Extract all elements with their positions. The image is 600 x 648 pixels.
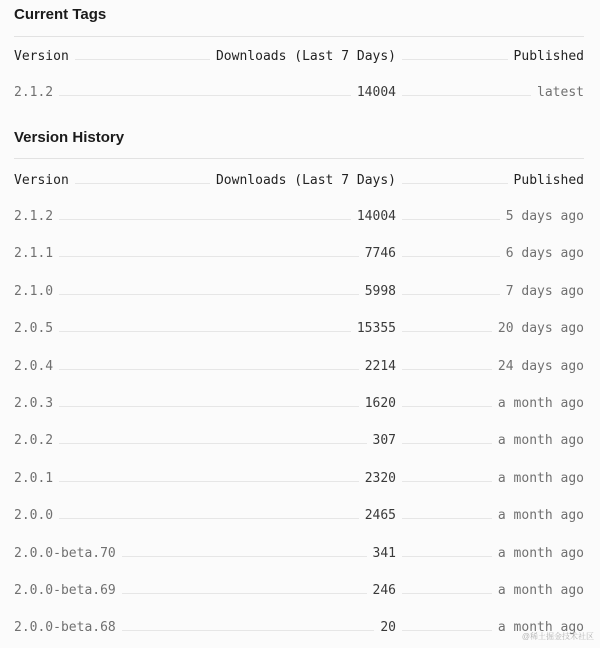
leader-line [59,219,351,220]
leader-line [402,331,492,332]
leader-line [402,256,500,257]
downloads-count: 307 [372,433,396,448]
table-header [14,168,584,188]
published-time: a month ago [497,583,584,598]
watermark: @稀土掘金技术社区 [521,632,594,641]
table-row [14,204,584,224]
version-link[interactable]: 2.1.0 [14,284,54,299]
published-time: 20 days ago [497,321,584,336]
version-link[interactable]: 2.0.4 [14,359,54,374]
leader-line [402,593,492,594]
version-history-title: Version History [14,129,125,146]
downloads-count: 7746 [364,246,396,261]
version-link[interactable]: 2.0.0-beta.70 [14,546,116,561]
published-time: 5 days ago [505,209,584,224]
version-link[interactable]: 2.0.2 [14,433,54,448]
leader-line [402,369,492,370]
leader-line [59,331,351,332]
leader-line [59,518,359,519]
leader-line [402,59,508,60]
header-published: Published [513,49,584,64]
version-link[interactable]: 2.0.0-beta.69 [14,583,116,598]
leader-line [402,406,492,407]
published-time: 7 days ago [505,284,584,299]
section-divider [14,158,584,159]
table-row [14,391,584,411]
downloads-count: 5998 [364,284,396,299]
version-link[interactable]: 2.1.1 [14,246,54,261]
downloads-count: 14004 [356,85,396,100]
header-published: Published [513,173,584,188]
leader-line [402,481,492,482]
current-tags-title: Current Tags [14,6,107,23]
leader-line [75,59,210,60]
table-row [14,503,584,523]
published-time: 6 days ago [505,246,584,261]
downloads-count: 2214 [364,359,396,374]
downloads-count: 2320 [364,471,396,486]
downloads-count: 20 [380,620,396,635]
version-link[interactable]: 2.0.5 [14,321,54,336]
table-row [14,615,584,635]
leader-line [59,256,359,257]
table-header [14,44,584,64]
version-link[interactable]: 2.1.2 [14,209,54,224]
published-time: a month ago [497,471,584,486]
version-link[interactable]: 2.1.2 [14,85,54,100]
downloads-count: 14004 [356,209,396,224]
published-time: a month ago [497,396,584,411]
published-time: a month ago [497,546,584,561]
version-link[interactable]: 2.0.0-beta.68 [14,620,116,635]
downloads-count: 1620 [364,396,396,411]
downloads-count: 341 [372,546,396,561]
version-link[interactable]: 2.0.0 [14,508,54,523]
table-row [14,578,584,598]
leader-line [59,406,359,407]
section-divider [14,36,584,37]
table-row [14,428,584,448]
leader-line [75,183,210,184]
header-downloads: Downloads (Last 7 Days) [215,49,396,64]
downloads-count: 15355 [356,321,396,336]
table-row [14,466,584,486]
tag-name: latest [537,85,584,100]
leader-line [59,294,359,295]
table-row [14,541,584,561]
downloads-count: 246 [372,583,396,598]
table-row [14,316,584,336]
downloads-count: 2465 [364,508,396,523]
leader-line [402,630,492,631]
leader-line [122,630,375,631]
leader-line [402,294,500,295]
leader-line [402,183,508,184]
header-version: Version [14,49,69,64]
leader-line [402,518,492,519]
header-downloads: Downloads (Last 7 Days) [215,173,396,188]
leader-line [59,481,359,482]
leader-line [402,556,492,557]
leader-line [402,443,492,444]
header-version: Version [14,173,69,188]
version-link[interactable]: 2.0.3 [14,396,54,411]
leader-line [402,95,531,96]
leader-line [59,95,351,96]
published-time: a month ago [497,620,584,635]
table-row [14,279,584,299]
version-link[interactable]: 2.0.1 [14,471,54,486]
published-time: a month ago [497,508,584,523]
leader-line [122,593,367,594]
leader-line [59,369,359,370]
leader-line [402,219,500,220]
leader-line [122,556,367,557]
published-time: 24 days ago [497,359,584,374]
table-row [14,354,584,374]
published-time: a month ago [497,433,584,448]
table-row [14,241,584,261]
table-row [14,80,584,100]
leader-line [59,443,366,444]
